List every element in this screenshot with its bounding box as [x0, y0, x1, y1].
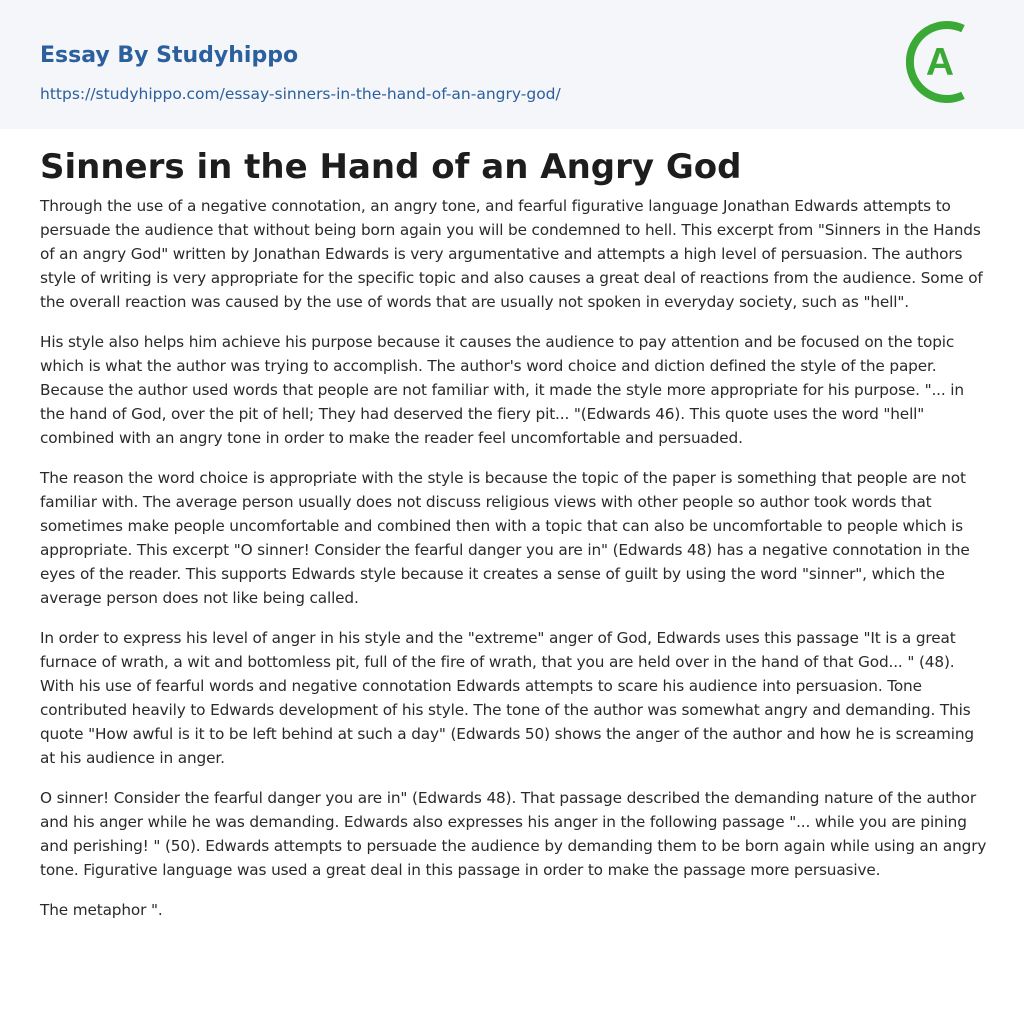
studyhippo-a-logo-icon[interactable] — [906, 19, 988, 105]
essay-paragraph: The reason the word choice is appropriate with the style is because the topic of the paper is something that people are not familiar with. The average person usually does not discuss religious views with other people so author took words that sometimes make people uncomfortable and combined then with a topic that can also be uncomfortable to people which is appropriate. This excerpt "O sinner! Consider the fearful danger you are in" (Edwards 48) has a negative connotation in the eyes of the reader. This supports Edwards style because it creates a sense of guilt by using the word "sinner", which the average person does not like being called. — [40, 469, 970, 607]
logo-letter: A — [925, 41, 955, 84]
essay-paragraph: The metaphor ". — [40, 901, 163, 919]
site-brand[interactable]: Essay By Studyhippo — [40, 43, 299, 68]
essay-body — [40, 194, 990, 938]
essay-paragraph: Through the use of a negative connotation, an angry tone, and fearful figurative language Jonathan Edwards attempts to persuade the audience that without being born again you will be condemned to hell. This excerpt from "Sinners in the Hands of an angry God" written by Jonathan Edwards is very argumentative and attempts a high level of persuasion. The authors style of writing is very appropriate for the specific topic and also causes a great deal of reactions from the audience. Some of the overall reaction was caused by the use of words that are usually not spoken in everyday society, such as "hell". — [40, 197, 983, 311]
essay-paragraph: O sinner! Consider the fearful danger you are in" (Edwards 48). That passage described the demanding nature of the author and his anger while he was demanding. Edwards also expresses his anger in the following passage "... while you are pining and perishing! " (50). Edwards attempts to persuade the audience by demanding them to be born again while using an angry tone. Figurative language was used a great deal in this passage in order to make the passage more persuasive. — [40, 789, 987, 879]
essay-paragraph: In order to express his level of anger in his style and the "extreme" anger of God, Edwards uses this passage "It is a great furnace of wrath, a wit and bottomless pit, full of the fire of wrath, that you are held over in the hand of that God... " (48). With his use of fearful words and negative connotation Edwards attempts to scare his audience into persuasion. Tone contributed heavily to Edwards development of his style. The tone of the author was somewhat angry and demanding. This quote "How awful is it to be left behind at such a day" (Edwards 50) shows the anger of the author and how he is screaming at his audience in anger. — [40, 629, 974, 767]
site-header — [0, 0, 1024, 129]
page-url-link[interactable]: https://studyhippo.com/essay-sinners-in-the-hand-of-an-angry-god/ — [40, 85, 561, 103]
essay-title: Sinners in the Hand of an Angry God — [40, 147, 742, 187]
essay-paragraph: His style also helps him achieve his purpose because it causes the audience to pay attention and be focused on the topic which is what the author was trying to accomplish. The author's word choice and diction defined the style of the paper. Because the author used words that people are not familiar with, it made the style more appropriate for his purpose. "... in the hand of God, over the pit of hell; They had deserved the fiery pit... "(Edwards 46). This quote uses the word "hell" combined with an angry tone in order to make the reader feel uncomfortable and persuaded. — [40, 333, 964, 447]
